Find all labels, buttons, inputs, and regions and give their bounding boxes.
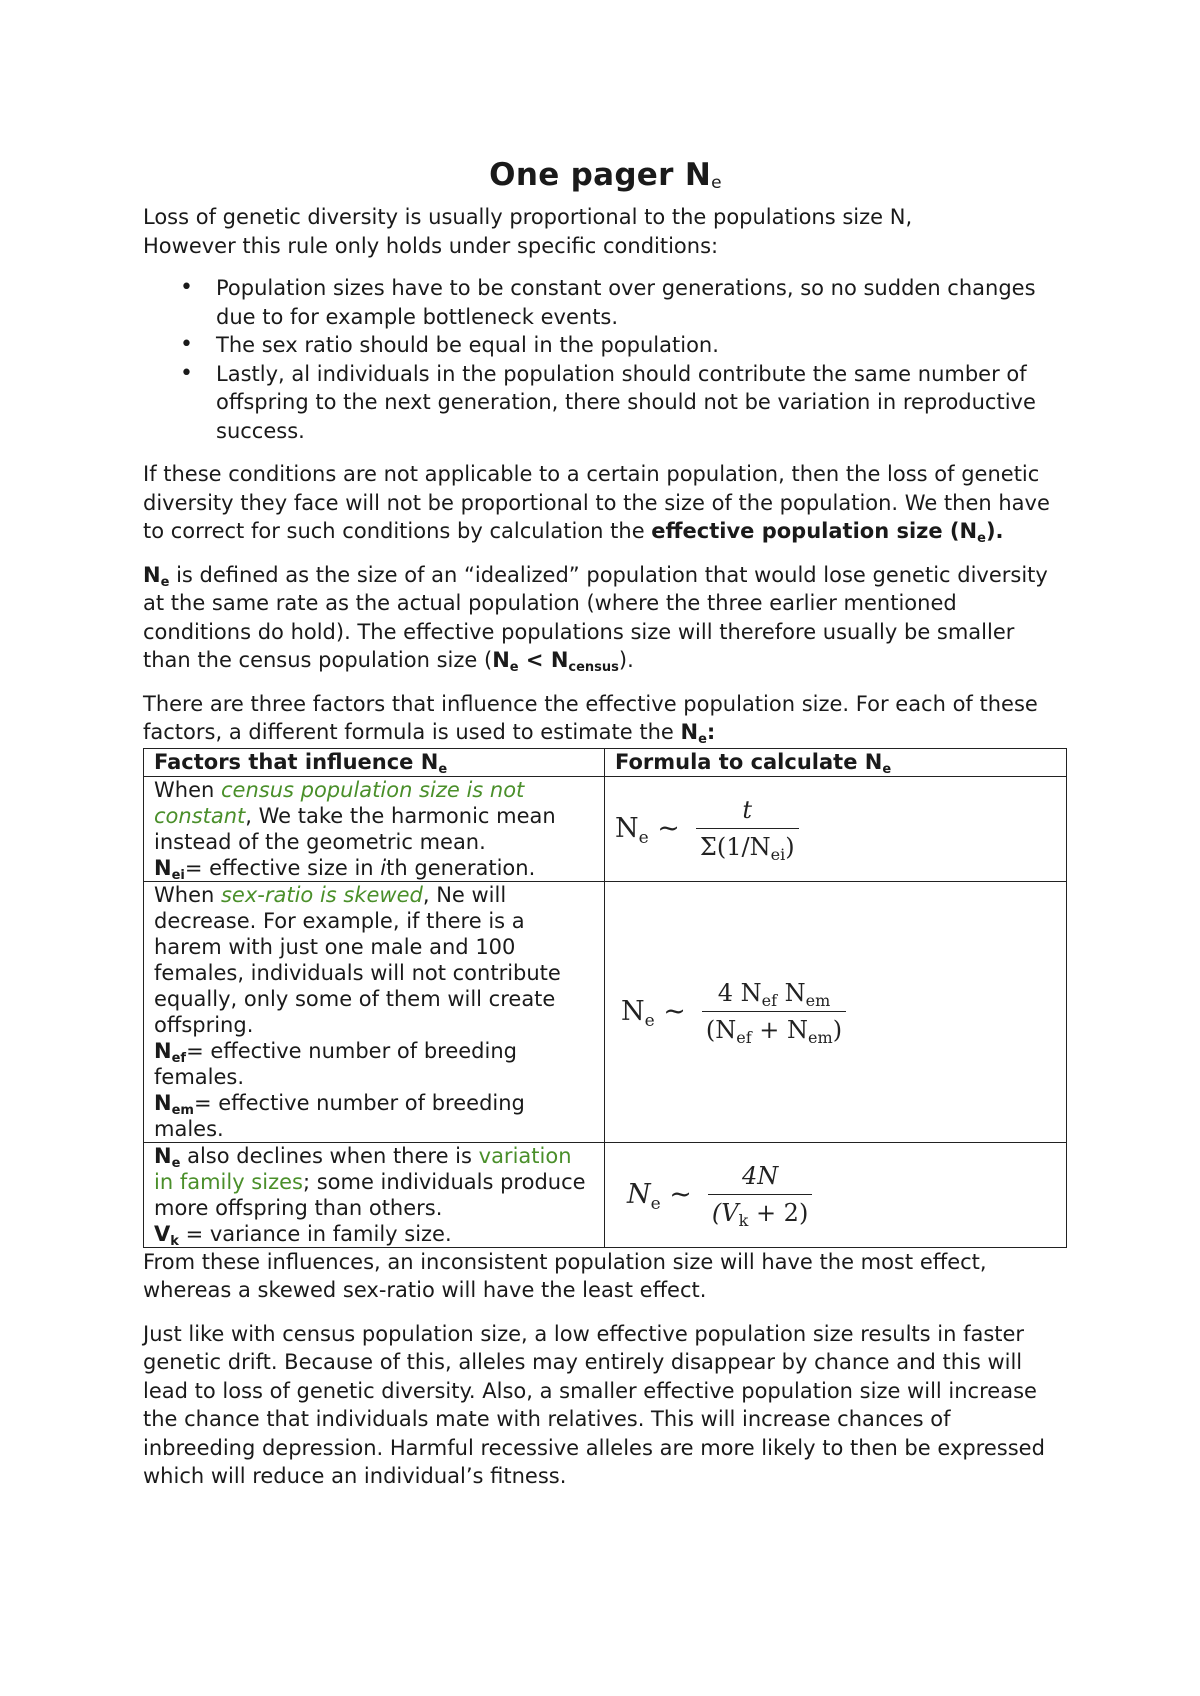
- den-subscript: em: [808, 1028, 833, 1047]
- list-item: • Lastly, al individuals in the population should contribute the same number of offspring to the next generation, there should not be variation in reproductive success.: [216, 360, 1068, 446]
- numerator: [714, 977, 835, 1011]
- cell-text: = effective number of breeding females.: [154, 1038, 517, 1089]
- symbol: N: [154, 855, 172, 880]
- numerator: [738, 794, 756, 828]
- cell-text: When: [154, 777, 221, 802]
- tilde: ~: [657, 812, 680, 844]
- symbol: V: [154, 1221, 171, 1246]
- less-than: <: [518, 648, 551, 672]
- fraction: [708, 1160, 812, 1229]
- intro-paragraph: [143, 203, 1068, 260]
- formula-census: [605, 776, 1067, 881]
- table-row: [144, 776, 1067, 881]
- italic-i: i: [380, 855, 387, 880]
- num-text: N: [776, 979, 806, 1007]
- cell-text: , Ne will decrease. For example, if there is a harem with just one male and 100 females, individuals will not contribute equally, only some of them will create offspring.: [154, 882, 561, 1037]
- ne-symbol: N: [680, 720, 699, 744]
- formula-sex-ratio-expression: [621, 977, 1058, 1046]
- title-text: One pager N: [489, 157, 712, 193]
- den-text: ): [785, 833, 795, 861]
- tilde: ~: [669, 1178, 692, 1210]
- den-text: + N: [751, 1016, 809, 1044]
- document-content: [143, 155, 1068, 1491]
- fraction: [696, 794, 799, 863]
- ne-subscript: e: [171, 1155, 181, 1171]
- formula-sex-ratio: [605, 881, 1067, 1142]
- table-row: [144, 1142, 1067, 1247]
- symbol-subscript: ef: [171, 1050, 187, 1066]
- bold-term-text: effective population size (N: [651, 519, 978, 543]
- header-subscript: e: [438, 761, 448, 777]
- colon: :: [706, 720, 716, 744]
- header-text: Formula to calculate N: [615, 749, 883, 774]
- table-header-row: [144, 748, 1067, 776]
- denominator: [708, 1194, 812, 1229]
- intro-line-1: Loss of genetic diversity is usually proportional to the populations size N,: [143, 205, 913, 229]
- den-text: Σ(1/N: [699, 833, 771, 861]
- factors-table: [143, 748, 1067, 1248]
- table-row: [144, 881, 1067, 1142]
- ne-symbol: N: [154, 1143, 172, 1168]
- header-formula: [605, 748, 1067, 776]
- formula-lhs: [627, 1178, 692, 1214]
- lhs-symbol: N: [615, 812, 639, 844]
- den-subscript: ef: [736, 1028, 752, 1047]
- cell-text: = variance in family size.: [178, 1221, 452, 1246]
- numerator: [738, 1160, 782, 1194]
- den-text: ): [832, 1016, 843, 1044]
- bold-term: [651, 519, 1004, 546]
- symbol-subscript: em: [171, 1102, 194, 1118]
- ne-symbol: N: [492, 648, 510, 672]
- paragraph-definition: [143, 561, 1068, 675]
- denominator: [702, 1011, 846, 1046]
- paragraph-end: ).: [618, 648, 634, 672]
- formula-lhs: [621, 995, 686, 1031]
- header-subscript: e: [882, 761, 892, 777]
- cell-text: = effective number of breeding males.: [154, 1090, 525, 1141]
- cell-text: = effective size in: [184, 855, 381, 880]
- den-text: (V: [711, 1199, 739, 1227]
- lhs-symbol: N: [627, 1178, 651, 1210]
- page-title: [143, 155, 1068, 195]
- denominator: [696, 828, 799, 863]
- paragraph-factors-intro: [143, 690, 1068, 747]
- formula-family-size-expression: [627, 1160, 1058, 1229]
- symbol-subscript: ei: [171, 867, 185, 883]
- num-subscript: ef: [761, 991, 777, 1010]
- header-text: Factors that influence N: [154, 749, 439, 774]
- ncensus-symbol: N: [550, 648, 569, 672]
- comparison: [492, 648, 619, 675]
- paragraph-text: is defined as the size of an “idealized” population that would lose genetic diversity at the same rate as the actual population (where the three earlier mentioned conditions do hold). The effective populations size will therefore usually be smaller than the census population size (: [143, 562, 1048, 672]
- tilde: ~: [663, 995, 686, 1027]
- list-item: • Population sizes have to be constant over generations, so no sudden changes due to for example bottleneck events.: [216, 274, 1068, 331]
- den-subscript: ei: [770, 845, 786, 864]
- ne-subscript: e: [698, 732, 707, 747]
- ne-subscript: e: [160, 574, 170, 590]
- bold-term-end: ).: [985, 519, 1004, 543]
- symbol-subscript: k: [170, 1233, 179, 1249]
- formula-family-size: [605, 1142, 1067, 1247]
- ne-symbol: N: [143, 562, 161, 587]
- formula-harmonic-mean: [615, 794, 1058, 863]
- symbol: N: [154, 1038, 172, 1063]
- num-subscript: em: [805, 991, 831, 1010]
- lhs-subscript: e: [638, 827, 649, 848]
- cell-text: also declines when there is: [180, 1143, 479, 1168]
- factor-sex-ratio: [144, 881, 605, 1142]
- bold-term-subscript: e: [977, 531, 986, 546]
- header-factors: [144, 748, 605, 776]
- highlight-text: sex-ratio is skewed: [220, 882, 423, 907]
- fraction: [702, 977, 846, 1046]
- paragraph-summary: From these influences, an inconsistent population size will have the most effect, whereas a skewed sex-ratio will have the least effect.: [143, 1249, 987, 1302]
- paragraph-effective-size: [143, 460, 1068, 546]
- title-subscript: e: [711, 173, 722, 193]
- intro-line-2: However this rule only holds under specific conditions:: [143, 233, 719, 258]
- symbol: N: [154, 1090, 172, 1115]
- highlight-text: variation in family sizes: [154, 1143, 572, 1194]
- ncensus-subscript: census: [568, 660, 619, 675]
- paragraph-text: There are three factors that influence the effective population size. For each of these factors, a different formula is used to estimate the: [143, 691, 1038, 744]
- den-text: + 2): [748, 1199, 809, 1227]
- numerator-text: t: [742, 796, 753, 824]
- ne-subscript: e: [509, 660, 519, 675]
- cell-text: ; some individuals produce more offspring than others.: [154, 1169, 586, 1220]
- numerator-text: 4N: [741, 1162, 779, 1190]
- cell-text: th generation.: [386, 855, 536, 880]
- cell-text: When: [154, 882, 221, 907]
- formula-lhs: [615, 812, 680, 848]
- lhs-subscript: e: [644, 1010, 655, 1031]
- factor-family-size: [144, 1142, 605, 1247]
- conditions-list: [143, 274, 1068, 445]
- lhs-symbol: N: [621, 995, 645, 1027]
- num-text: 4 N: [717, 979, 762, 1007]
- cell-text: , We take the harmonic mean instead of the geometric mean.: [154, 803, 556, 854]
- list-item: • The sex ratio should be equal in the population.: [216, 331, 1068, 360]
- paragraph-text: If these conditions are not applicable to a certain population, then the loss of genetic diversity they face will not be proportional to the size of the population. We then have to correct for such conditions by calculation the: [143, 462, 1050, 543]
- den-subscript: k: [738, 1211, 749, 1230]
- highlight-text: census population size is not constant: [154, 777, 525, 828]
- lhs-subscript: e: [650, 1193, 661, 1214]
- factor-census: [144, 776, 605, 881]
- den-text: (N: [705, 1016, 737, 1044]
- paragraph-drift: Just like with census population size, a low effective population size results in faster genetic drift. Because of this, alleles may entirely disappear by chance and this will lead to loss of genetic diversity. Also, a smaller effective population size will increase the chance that individuals mate with relatives. This will increase chances of inbreeding depression. Harmful recessive alleles are more likely to then be expressed which will reduce an individual’s fitness.: [143, 1321, 1045, 1488]
